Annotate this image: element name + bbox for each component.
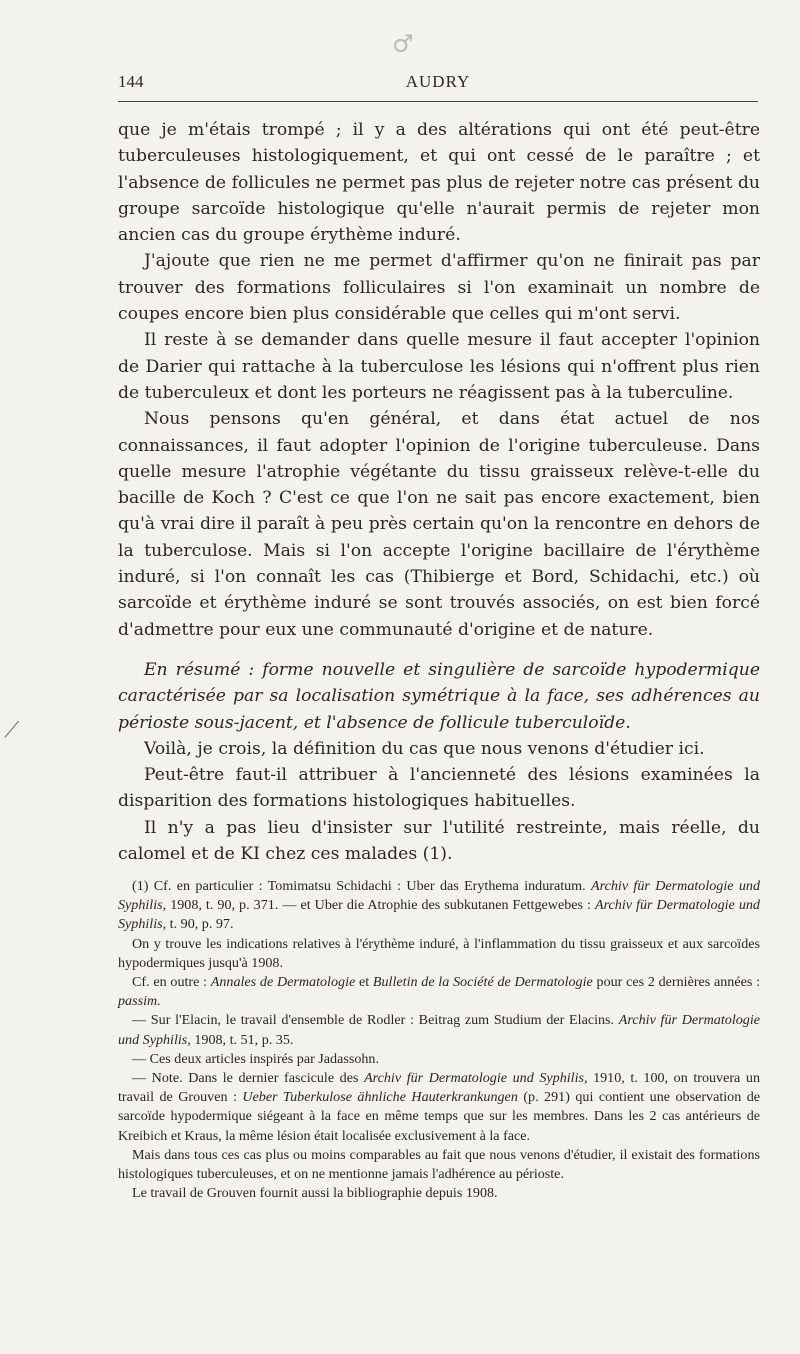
footnote: (1) Cf. en particulier : Tomimatsu Schidachi : Uber das Erythema induratum. Archiv für Dermatologie und Syphilis, 1908, t. 90, p. 371. — et Uber die Atrophie des subkutanen Fettgewebes : Archiv für Dermatologie und Syphilis, t. 90, p. 97. xyxy=(118,878,760,933)
margin-mark: ⟋ xyxy=(4,718,20,743)
footnote: Cf. en outre : Annales de Dermatologie et Bulletin de la Société de Dermatologie pour ces 2 dernières années : passim. xyxy=(118,974,761,1010)
footnote: On y trouve les indications relatives à l'érythème induré, à l'inflammation du tissu graisseux et aux sarcoïdes hypodermiques jusqu'à 1908. xyxy=(118,935,760,971)
footnote: Mais dans tous ces cas plus ou moins comparables au fait que nous venons d'étudier, il existait des formations histologiques tuberculeuses, et on ne mentionne jamais l'adhérence au périoste. xyxy=(118,1146,760,1183)
paragraph: que je m'étais trompé ; il y a des altérations qui ont été peut-être tuberculeuses histologiquement, et qui ont cessé de le paraître ; et l'absence de follicules ne permet pas plus de rejeter notre cas présent du groupe sarcoïde histologique qu'elle n'aurait permis de rejeter mon ancien cas du groupe érythème induré. xyxy=(118,120,760,246)
page-number: 144 xyxy=(118,72,144,91)
footnote: — Note. Dans le dernier fascicule des Archiv für Dermatologie und Syphilis, 1910, t. 100, on trouvera un travail de Grouven : Ueber Tuberkulose ähnliche Hauterkrankungen (p. 291) qui contient une observation de sarcoïde hypodermique siégeant à la face en même temps que sur les membres. Dans les 2 cas antérieurs de Kreibich et Kraus, la même lésion était localisée exclusivement à la face. xyxy=(118,1070,761,1144)
footnote: — Ces deux articles inspirés par Jadassohn. xyxy=(132,1050,379,1067)
faint-mark: ♂ xyxy=(392,30,414,58)
footnotes xyxy=(118,877,760,1203)
paragraph: Il reste à se demander dans quelle mesure il faut accepter l'opinion de Darier qui rattache à la tuberculose les lésions qui n'offrent plus rien de tuberculeux et dont les porteurs ne réagissent pas à la tuberculine. xyxy=(118,330,760,403)
header-rule xyxy=(118,101,758,102)
paragraph: Voilà, je crois, la définition du cas que nous venons d'étudier ici. xyxy=(144,738,705,759)
paragraph: Peut-être faut-il attribuer à l'ancienneté des lésions examinées la disparition des formations histologiques habituelles. xyxy=(118,765,760,812)
paragraph: J'ajoute que rien ne me permet d'affirmer qu'on ne finirait pas par trouver des formations folliculaires si l'on examinait un nombre de coupes encore bien plus considérable que celles qui m'ont servi. xyxy=(118,251,760,325)
running-title: AUDRY xyxy=(405,72,471,91)
main-text xyxy=(118,117,760,867)
paragraph: Il n'y a pas lieu d'insister sur l'utilité restreinte, mais réelle, du calomel et de KI chez ces malades (1). xyxy=(118,817,760,865)
page-header xyxy=(118,72,758,98)
paragraph: Nous pensons qu'en général, et dans état actuel de nos connaissances, il faut adopter l'opinion de l'origine tuberculeuse. Dans quelle mesure l'atrophie végétante du tissu graisseux relève-t-elle du bacille de Koch ? C'est ce que l'on ne sait pas encore exactement, bien qu'à vrai dire il paraît à peu près certain qu'on la rencontre en dehors de la tuberculose. Mais si l'on accepte l'origine bacillaire de l'érythème induré, si l'on connaît les cas (Thibierge et Bord, Schidachi, etc.) où sarcoïde et érythème induré se sont trouvés associés, on est bien forcé d'admettre pour eux une communauté d'origine et de nature. xyxy=(118,409,760,640)
summary-paragraph: En résumé : forme nouvelle et singulière de sarcoïde hypodermique caractérisée par sa localisation symétrique à la face, ses adhérences au périoste sous-jacent, et l'absence de follicule tuberculoïde. xyxy=(118,659,760,733)
footnote: Le travail de Grouven fournit aussi la bibliographie depuis 1908. xyxy=(132,1185,498,1202)
footnote: — Sur l'Elacin, le travail d'ensemble de Rodler : Beitrag zum Studium der Elacins. Archiv für Dermatologie und Syphilis, 1908, t. 51, p. 35. xyxy=(118,1012,760,1048)
